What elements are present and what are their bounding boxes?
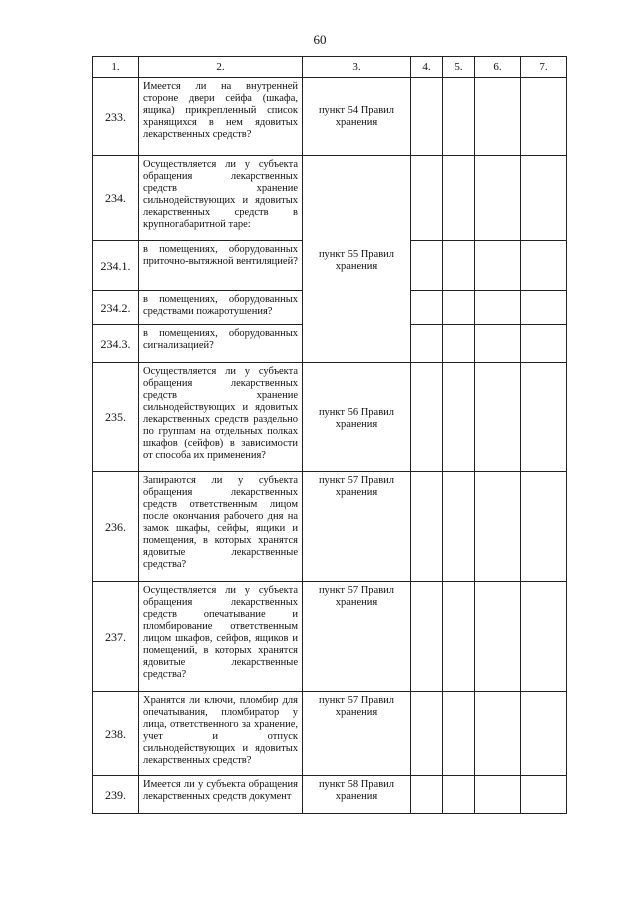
table-row xyxy=(93,78,567,156)
column-header: 4. xyxy=(411,57,443,78)
row-number: 234.3. xyxy=(93,325,139,363)
row-number: 234. xyxy=(93,156,139,241)
answer-cell xyxy=(475,582,521,692)
question-text: в помещениях, оборудованных сигнализацией? xyxy=(139,325,303,363)
table-row xyxy=(93,582,567,692)
answer-cell xyxy=(475,78,521,156)
answer-cell xyxy=(521,472,567,582)
row-number: 239. xyxy=(93,776,139,814)
row-number: 237. xyxy=(93,582,139,692)
answer-cell xyxy=(521,692,567,776)
answer-cell xyxy=(443,156,475,241)
question-text: Имеется ли у субъекта обращения лекарственных средств документ xyxy=(139,776,303,814)
column-header: 3. xyxy=(303,57,411,78)
answer-cell xyxy=(443,78,475,156)
answer-cell xyxy=(475,156,521,241)
answer-cell xyxy=(521,291,567,325)
answer-cell xyxy=(475,241,521,291)
column-header: 1. xyxy=(93,57,139,78)
question-text: Осуществляется ли у субъекта обращения лекарственных средств опечатывание и пломбирование ответственным лицом шкафов, сейфов, ящиков и помещений, в которых хранятся ядовитые лекарственные средства? xyxy=(139,582,303,692)
answer-cell xyxy=(443,472,475,582)
answer-cell xyxy=(475,325,521,363)
question-text: в помещениях, оборудованных приточно-вытяжной вентиляцией? xyxy=(139,241,303,291)
table-row xyxy=(93,156,567,241)
answer-cell xyxy=(475,692,521,776)
answer-cell xyxy=(475,363,521,472)
answer-cell xyxy=(521,156,567,241)
question-text: Осуществляется ли у субъекта обращения лекарственных средств хранение сильнодействующих и ядовитых лекарственных средств в крупногабаритной таре: xyxy=(139,156,303,241)
row-number: 238. xyxy=(93,692,139,776)
answer-cell xyxy=(443,325,475,363)
answer-cell xyxy=(411,156,443,241)
row-number: 236. xyxy=(93,472,139,582)
answer-cell xyxy=(443,776,475,814)
column-header: 2. xyxy=(139,57,303,78)
answer-cell xyxy=(521,325,567,363)
table-row xyxy=(93,363,567,472)
table-row xyxy=(93,776,567,814)
answer-cell xyxy=(521,776,567,814)
answer-cell xyxy=(411,692,443,776)
answer-cell xyxy=(475,776,521,814)
answer-cell xyxy=(411,291,443,325)
row-number: 234.2. xyxy=(93,291,139,325)
answer-cell xyxy=(411,776,443,814)
legal-reference: пункт 54 Правил хранения xyxy=(303,78,411,156)
answer-cell xyxy=(443,692,475,776)
checklist-table xyxy=(92,56,567,814)
row-number: 233. xyxy=(93,78,139,156)
legal-reference: пункт 57 Правил хранения xyxy=(303,692,411,776)
answer-cell xyxy=(443,582,475,692)
table-row xyxy=(93,472,567,582)
legal-reference: пункт 57 Правил хранения xyxy=(303,582,411,692)
row-number: 234.1. xyxy=(93,241,139,291)
answer-cell xyxy=(411,582,443,692)
answer-cell xyxy=(411,78,443,156)
table-header-row xyxy=(93,57,567,78)
answer-cell xyxy=(521,78,567,156)
column-header: 6. xyxy=(475,57,521,78)
answer-cell xyxy=(411,241,443,291)
question-text: Хранятся ли ключи, пломбир для опечатывания, пломбиратор у лица, ответственного за хранение, учет и отпуск сильнодействующих и ядовитых лекарственных средств? xyxy=(139,692,303,776)
answer-cell xyxy=(443,363,475,472)
answer-cell xyxy=(521,582,567,692)
question-text: в помещениях, оборудованных средствами пожаротушения? xyxy=(139,291,303,325)
answer-cell xyxy=(443,241,475,291)
question-text: Осуществляется ли у субъекта обращения лекарственных средств хранение сильнодействующих и ядовитых лекарственных средств раздельно по группам на отдельных полках шкафов (сейфов) в зависимости от способа их применения? xyxy=(139,363,303,472)
question-text: Имеется ли на внутренней стороне двери сейфа (шкафа, ящика) прикрепленный список хранящихся в нем ядовитых лекарственных средств? xyxy=(139,78,303,156)
answer-cell xyxy=(475,291,521,325)
legal-reference: пункт 58 Правил хранения xyxy=(303,776,411,814)
answer-cell xyxy=(443,291,475,325)
page-number: 60 xyxy=(313,32,327,47)
legal-reference: пункт 56 Правил хранения xyxy=(303,363,411,472)
answer-cell xyxy=(521,363,567,472)
column-header: 5. xyxy=(443,57,475,78)
question-text: Запираются ли у субъекта обращения лекарственных средств ответственным лицом после окончания рабочего дня на замок шкафы, сейфы, ящики и помещения, в которых хранятся ядовитые лекарственные средства? xyxy=(139,472,303,582)
row-number: 235. xyxy=(93,363,139,472)
legal-reference: пункт 57 Правил хранения xyxy=(303,472,411,582)
answer-cell xyxy=(521,241,567,291)
legal-reference: пункт 55 Правил хранения xyxy=(303,156,411,363)
answer-cell xyxy=(411,363,443,472)
table-row xyxy=(93,692,567,776)
answer-cell xyxy=(475,472,521,582)
column-header: 7. xyxy=(521,57,567,78)
answer-cell xyxy=(411,325,443,363)
answer-cell xyxy=(411,472,443,582)
